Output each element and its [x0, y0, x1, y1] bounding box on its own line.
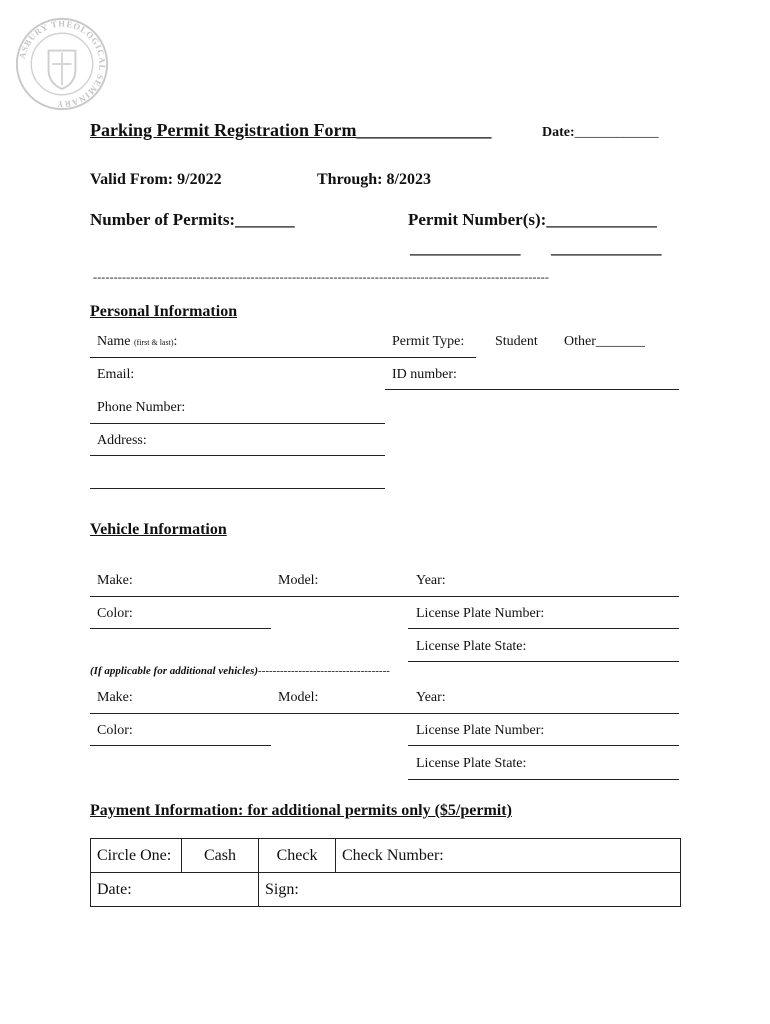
number-of-permits-field[interactable]: Number of Permits:_______ — [90, 210, 295, 229]
signature-field[interactable]: Sign: — [259, 873, 681, 907]
payment-info-heading: Payment Information: for additional permits only ($5/permit) — [90, 802, 512, 819]
color-field-line-2[interactable] — [90, 745, 271, 746]
payment-row-method — [91, 839, 681, 873]
seminary-seal-logo — [14, 16, 110, 112]
make-label-2: Make: — [97, 690, 133, 705]
additional-vehicles-note: (If applicable for additional vehicles)------------------------------------ — [90, 665, 390, 677]
circle-one-label: Circle One: — [91, 839, 182, 873]
vehicle-info-heading: Vehicle Information — [90, 521, 227, 538]
color-label: Color: — [97, 606, 133, 621]
email-id-field-line[interactable] — [385, 389, 679, 390]
plate-number-label: License Plate Number: — [416, 606, 545, 621]
address-field-line-1[interactable] — [90, 455, 385, 456]
plate-number-label-2: License Plate Number: — [416, 723, 545, 738]
plate-state-line[interactable] — [408, 661, 679, 662]
plate-number-line[interactable] — [408, 628, 679, 629]
plate-state-line-2[interactable] — [408, 779, 679, 780]
phone-field-line[interactable] — [90, 423, 385, 424]
make-model-year-line[interactable] — [90, 596, 679, 597]
model-label-2: Model: — [278, 690, 319, 705]
address-field-line-2[interactable] — [90, 488, 385, 489]
model-label: Model: — [278, 573, 319, 588]
make-model-year-line-2[interactable] — [90, 713, 679, 714]
phone-label: Phone Number: — [97, 400, 186, 415]
plate-state-label-2: License Plate State: — [416, 756, 527, 771]
cash-option[interactable]: Cash — [182, 839, 259, 873]
payment-date-field[interactable]: Date: — [91, 873, 259, 907]
section-divider: -------------------------------------------------------------------------------------------------------------- — [93, 270, 550, 284]
color-field-line[interactable] — [90, 628, 271, 629]
permit-numbers-field[interactable]: Permit Number(s):_____________ — [408, 210, 657, 229]
address-label: Address: — [97, 433, 147, 448]
make-label: Make: — [97, 573, 133, 588]
check-option[interactable]: Check — [259, 839, 336, 873]
plate-number-line-2[interactable] — [408, 745, 679, 746]
valid-from: Valid From: 9/2022 — [90, 171, 222, 188]
permit-number-blank-2[interactable]: _____________ — [410, 238, 521, 257]
permit-type-other-option[interactable]: Other_______ — [564, 334, 645, 349]
personal-info-heading: Personal Information — [90, 303, 238, 320]
date-label: Date:____________ — [542, 125, 659, 140]
permit-type-student-option[interactable]: Student — [495, 334, 538, 349]
valid-through: Through: 8/2023 — [317, 171, 431, 188]
id-number-label: ID number: — [392, 367, 457, 382]
permit-type-label: Permit Type: — [392, 334, 465, 349]
plate-state-label: License Plate State: — [416, 639, 527, 654]
permit-number-blank-3[interactable]: _____________ — [551, 238, 662, 257]
name-label: Name (first & last): — [97, 334, 178, 349]
name-field-line[interactable] — [90, 357, 476, 358]
payment-row-sign — [91, 873, 681, 907]
check-number-field[interactable]: Check Number: — [336, 839, 681, 873]
color-label-2: Color: — [97, 723, 133, 738]
payment-table — [90, 838, 681, 907]
year-label: Year: — [416, 573, 446, 588]
email-label: Email: — [97, 367, 135, 382]
year-label-2: Year: — [416, 690, 446, 705]
form-title: Parking Permit Registration Form_______________ — [90, 120, 492, 140]
svg-text:ASBURY THEOLOGICAL SEMINARY: ASBURY THEOLOGICAL SEMINARY — [16, 18, 108, 110]
